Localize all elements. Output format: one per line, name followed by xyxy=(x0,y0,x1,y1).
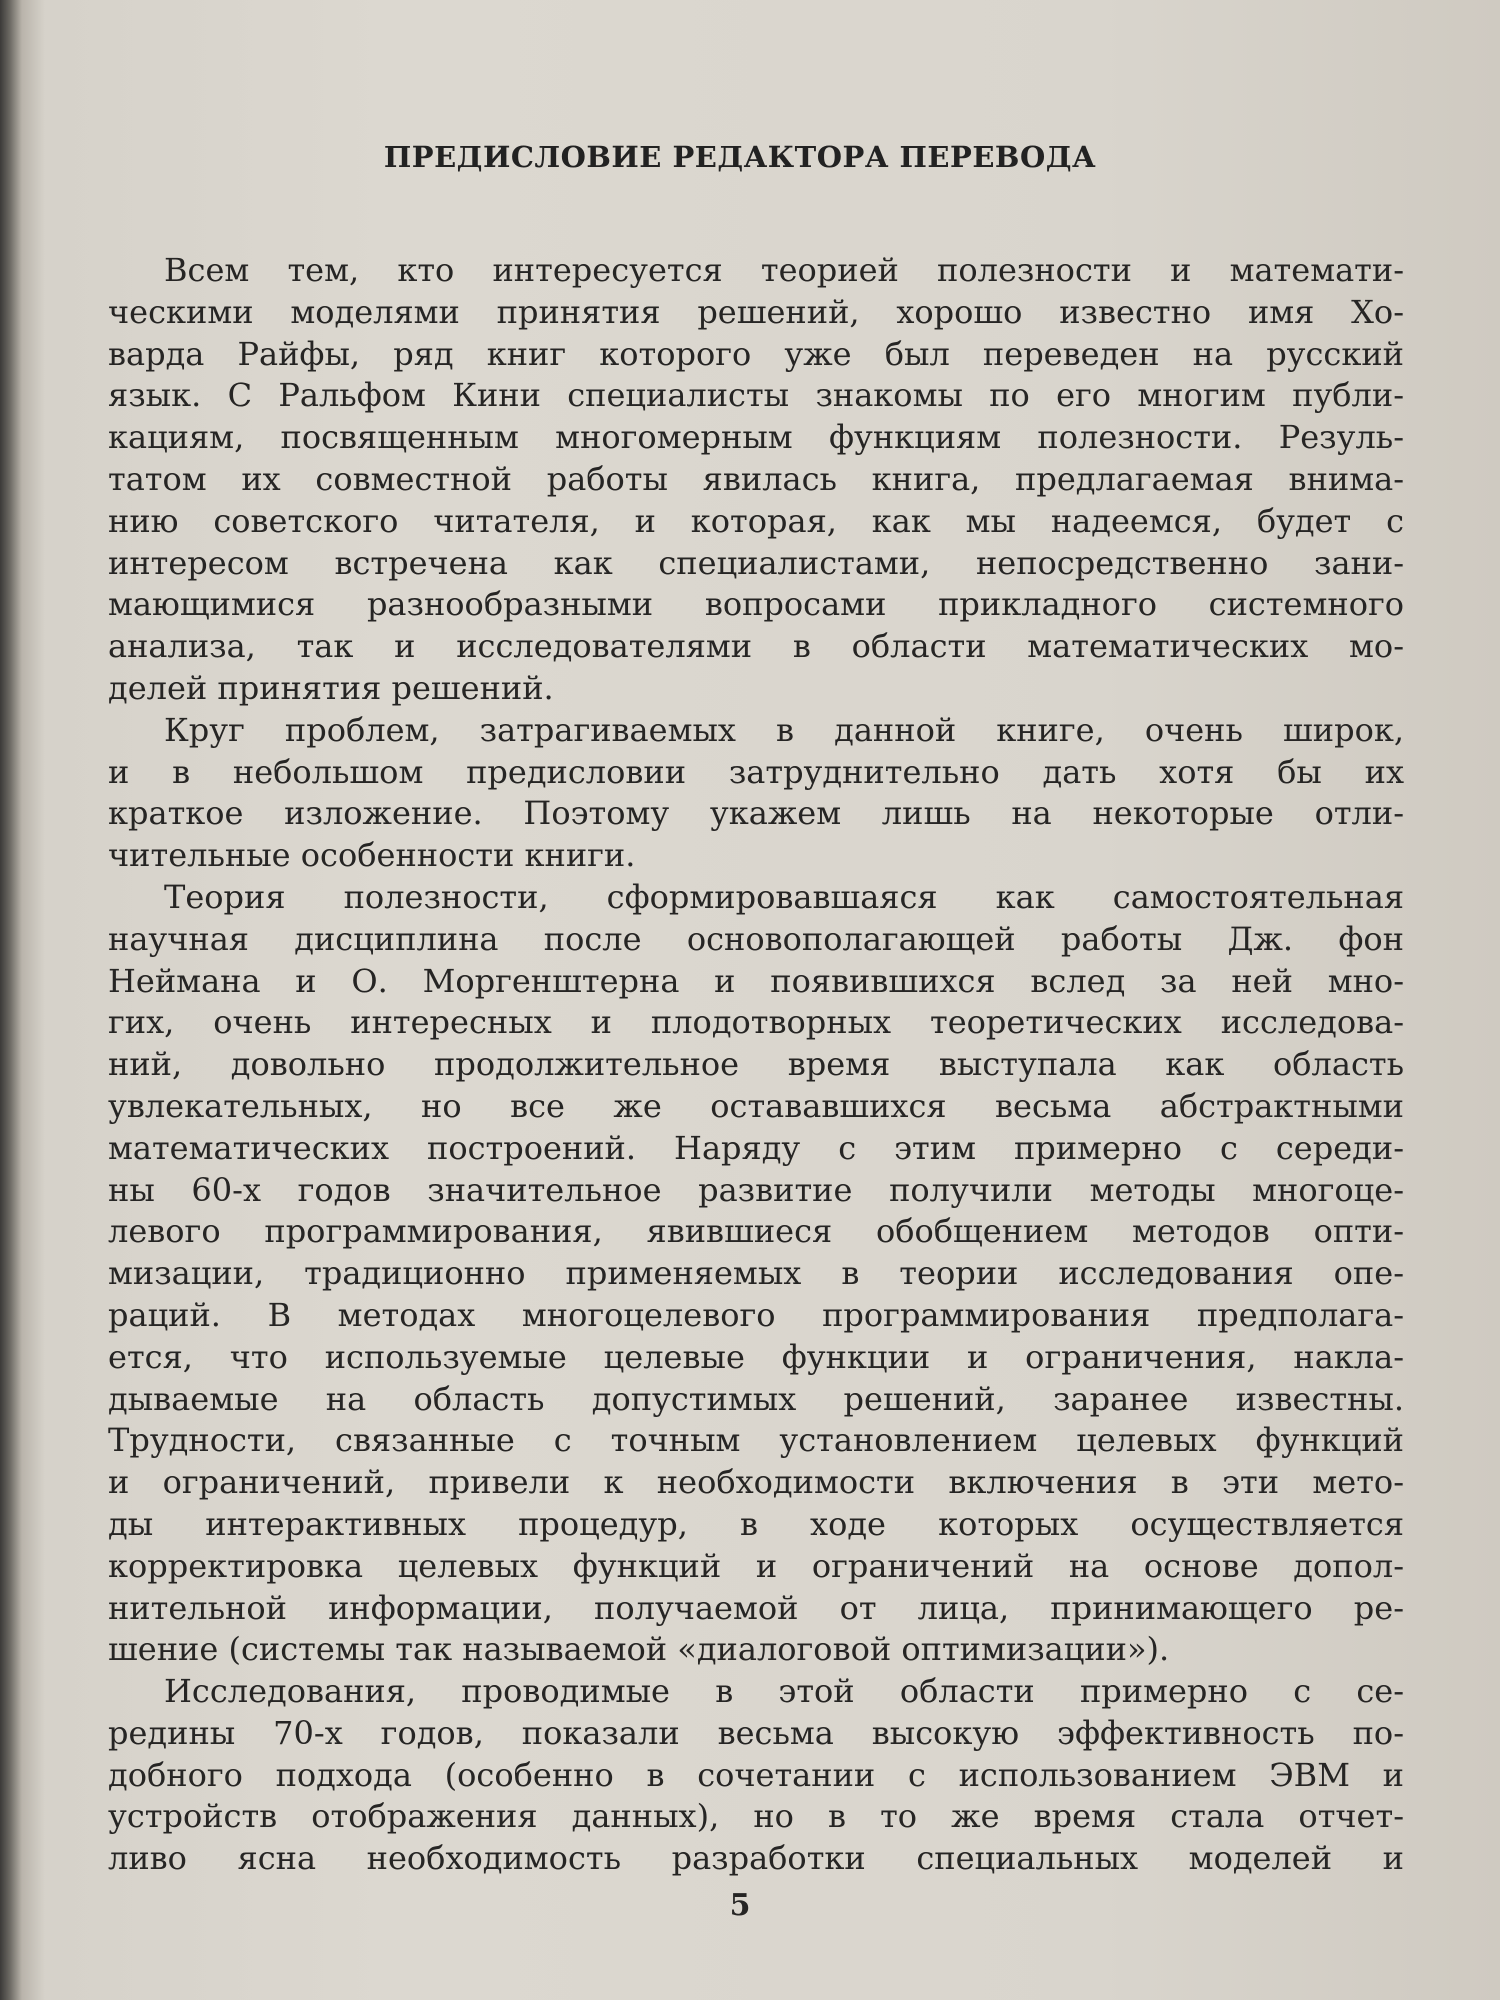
text-line: Теория полезности, сформировавшаяся как самостоятельная xyxy=(164,877,1404,916)
text-line: раций. В методах многоцелевого программирования предполага- xyxy=(108,1295,1404,1334)
text-line: ны 60-х годов значительное развитие получили методы многоце- xyxy=(108,1170,1404,1209)
text-line: увлекательных, но все же остававшихся весьма абстрактными xyxy=(108,1086,1404,1125)
text-line: Всем тем, кто интересуется теорией полезности и математи- xyxy=(164,251,1404,289)
page-title: ПРЕДИСЛОВИЕ РЕДАКТОРА ПЕРЕВОДА xyxy=(383,140,1097,174)
text-line: ний, довольно продолжительное время выступала как область xyxy=(108,1045,1404,1084)
text-line: Неймана и О. Моргенштерна и появившихся вслед за ней мно- xyxy=(108,961,1404,1000)
paragraph xyxy=(108,1671,1404,1880)
text-line: язык. С Ральфом Кини специалисты знакомы по его многим публи- xyxy=(108,376,1404,415)
text-line: левого программирования, явившиеся обобщением методов опти- xyxy=(108,1212,1404,1251)
text-line: ды интерактивных процедур, в ходе которых осуществляется xyxy=(108,1504,1404,1543)
text-line: нительной информации, получаемой от лица, принимающего ре- xyxy=(108,1588,1404,1627)
text-line: Круг проблем, затрагиваемых в данной книге, очень широк, xyxy=(164,710,1404,749)
text-line: добного подхода (особенно в сочетании с использованием ЭВМ и xyxy=(108,1755,1404,1794)
text-line: мизации, традиционно применяемых в теории исследования опе- xyxy=(108,1254,1404,1293)
paragraph xyxy=(108,710,1404,877)
page-number: 5 xyxy=(729,1888,751,1923)
text-line: анализа, так и исследователями в области математических мо- xyxy=(108,627,1404,666)
text-line: чительные особенности книги. xyxy=(108,836,636,875)
text-line: корректировка целевых функций и ограничений на основе допол- xyxy=(108,1546,1404,1585)
text-line: и ограничений, привели к необходимости включения в эти мето- xyxy=(108,1463,1404,1502)
text-line: Исследования, проводимые в этой области примерно с се- xyxy=(164,1672,1404,1711)
body-text xyxy=(108,250,1404,1880)
text-line: татом их совместной работы явилась книга, предлагаемая внима- xyxy=(108,459,1404,498)
text-line: гих, очень интересных и плодотворных теоретических исследова- xyxy=(108,1003,1404,1042)
text-line: устройств отображения данных), но в то же время стала отчет- xyxy=(108,1797,1404,1836)
text-line: нию советского читателя, и которая, как мы надеемся, будет с xyxy=(108,501,1404,540)
paragraph xyxy=(108,250,1404,710)
text-line: ется, что используемые целевые функции и ограничения, накла- xyxy=(108,1337,1404,1376)
text-line: мающимися разнообразными вопросами прикладного системного xyxy=(108,585,1404,624)
text-line: научная дисциплина после основополагающей работы Дж. фон xyxy=(108,919,1404,958)
text-line: делей принятия решений. xyxy=(108,668,554,707)
text-line: дываемые на область допустимых решений, заранее известны. xyxy=(108,1379,1404,1418)
text-line: интересом встречена как специалистами, непосредственно зани- xyxy=(108,543,1404,582)
text-line: кациям, посвященным многомерным функциям полезности. Резуль- xyxy=(108,418,1404,457)
text-line: и в небольшом предисловии затруднительно дать хотя бы их xyxy=(108,752,1404,791)
paragraph xyxy=(108,877,1404,1671)
text-line: краткое изложение. Поэтому укажем лишь на некоторые отли- xyxy=(108,794,1404,833)
text-line: ческими моделями принятия решений, хорошо известно имя Хо- xyxy=(108,292,1404,331)
text-line: математических построений. Наряду с этим примерно с середи- xyxy=(108,1128,1404,1167)
text-line: ливо ясна необходимость разработки специальных моделей и xyxy=(108,1839,1404,1878)
text-line: Трудности, связанные с точным установлением целевых функций xyxy=(108,1421,1404,1460)
text-line: варда Райфы, ряд книг которого уже был переведен на русский xyxy=(108,334,1404,373)
text-line: редины 70-х годов, показали весьма высокую эффективность по- xyxy=(108,1713,1404,1752)
text-line: шение (системы так называемой «диалоговой оптимизации»). xyxy=(108,1630,1170,1669)
